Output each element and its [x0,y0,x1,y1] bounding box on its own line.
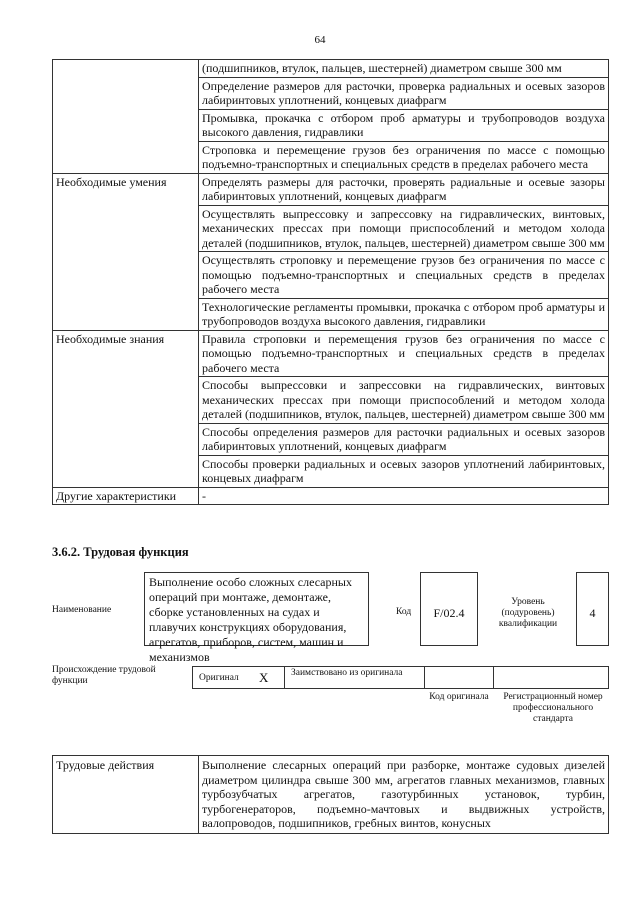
row-item-text: Осуществлять строповку и перемещение грузов без ограничения по массе с помощью подъемно-транспортных и специальных средств в пределах рабочего места [199,252,609,299]
table-row [53,60,609,78]
code-box [420,572,478,646]
level-box [576,572,609,646]
row-item-text: Способы определения размеров для расточки радиальных и осевых зазоров лабиринтовых уплотнений, концевых диафрагм [199,423,609,455]
row-item-text: Промывка, прокачка с отбором проб арматуры и трубопроводов воздуха высокого давления, гидравлики [199,109,609,141]
table-row [53,173,609,205]
original-code-box [424,666,494,689]
labor-actions-label: Трудовые действия [53,756,199,834]
registration-number-box [493,666,609,689]
row-item-text: Технологические регламенты промывки, прокачка с отбором проб арматуры и трубопроводов воздуха высокого давления, гидравлики [199,298,609,330]
level-value: 4 [589,606,596,620]
row-item-text: Определение размеров для расточки, проверка радиальных и осевых зазоров лабиринтовых уплотнений, концевых диафрагм [199,77,609,109]
borrowed-box [284,666,425,689]
registration-number-caption: Регистрационный номер профессионального стандарта [503,692,603,724]
origin-label: Происхождение трудовой функции [52,665,156,686]
borrowed-label: Заимствовано из оригинала [291,668,403,678]
function-name-box [144,572,369,664]
row-item-text: Определять размеры для расточки, проверять радиальные и осевые зазоры лабиринтовых уплотнений, концевых диафрагм [199,173,609,205]
function-name-value: Выполнение особо сложных слесарных операций при монтаже, демонтаже, сборке установленных на судах и плавучих конструкциях оборудования, агрегатов, приборов, систем, машин и механизмов [149,575,352,664]
section-title: 3.6.2. Трудовая функция [52,545,189,559]
row-item-text: Осуществлять выпрессовку и запрессовку на гидравлических, винтовых, механических прессах при помощи приспособлений и методом холода деталей (подшипников, втулок, пальцев, шестерней) диаметром свыше 300 мм [199,205,609,252]
row-item-text: - [199,487,609,505]
original-label: Оригинал [199,673,239,683]
level-label: Уровень (подуровень) квалификации [498,597,558,629]
page-number: 64 [314,34,326,46]
row-item-text: Способы выпрессовки и запрессовки на гидравлических, винтовых механических прессах при помощи приспособлений и методом холода деталей (подшипников, втулок, пальцев, шестерней) диаметром свыше 300 мм [199,377,609,424]
labor-actions-value: Выполнение слесарных операций при разборке, монтаже судовых дизелей диаметром цилиндра свыше 300 мм, агрегатов главных механизмов, главных турбозубчатых агрегатов, газотурбинных установок, турбин, турбогенераторов, подъемно-мачтовых и выдвижных устройств, валопроводов, подшипников, гребных винтов, конусных [199,756,609,834]
row-item-text: Строповка и перемещение грузов без ограничения по массе с помощью подъемно-транспортных и специальных средств в пределах рабочего места [199,141,609,173]
original-code-caption: Код оригинала [429,692,489,702]
original-box [192,666,285,689]
table-row [53,756,609,834]
row-group-label [53,60,199,174]
original-mark: X [259,670,269,685]
row-item-text: Правила строповки и перемещения грузов без ограничения по массе с помощью подъемно-транспортных и специальных средств в пределах рабочего места [199,330,609,377]
table-row [53,330,609,377]
table-row [53,487,609,505]
row-item-text: Способы проверки радиальных и осевых зазоров уплотнений лабиринтовых, концевых диафрагм [199,455,609,487]
labor-actions-table [52,755,609,834]
row-group-label: Необходимые знания [53,330,199,487]
requirements-table [52,59,609,505]
row-group-label: Необходимые умения [53,173,199,330]
code-label: Код [396,607,412,617]
code-value: F/02.4 [433,606,465,620]
name-label: Наименование [52,605,112,615]
row-item-text: (подшипников, втулок, пальцев, шестерней) диаметром свыше 300 мм [199,60,609,78]
row-group-label: Другие характеристики [53,487,199,505]
